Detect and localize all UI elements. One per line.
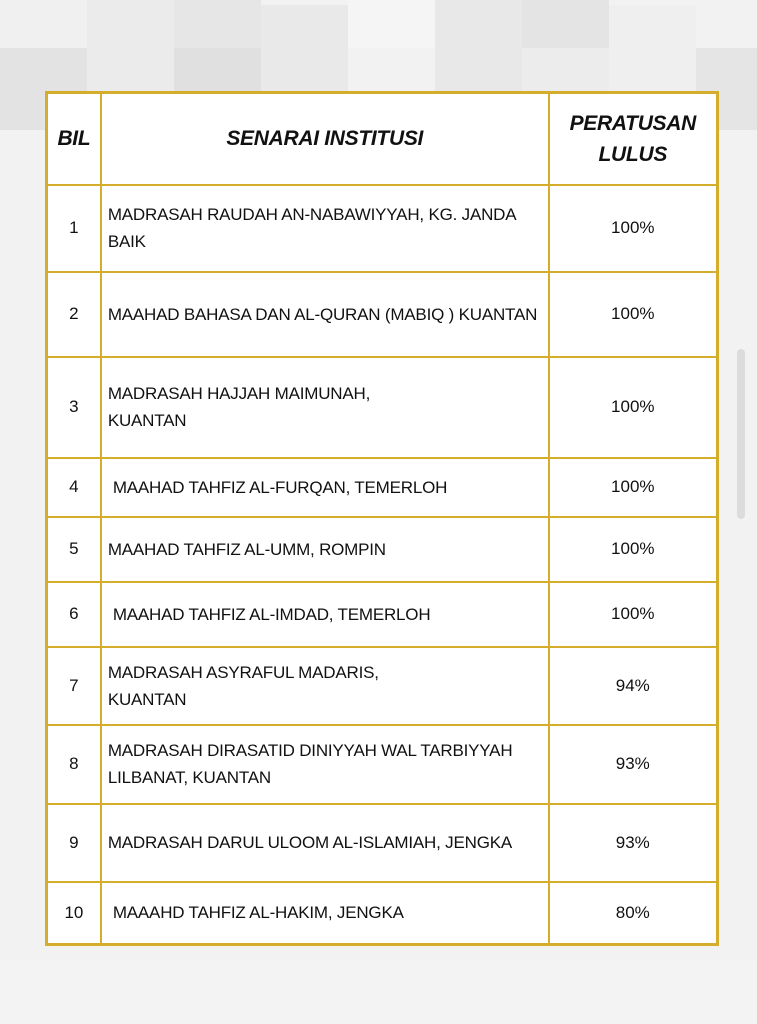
institution-name: MAAAHD TAHFIZ AL-HAKIM, JENGKA xyxy=(101,882,549,945)
pass-rate: 80% xyxy=(549,882,718,945)
header-pass-rate: PERATUSAN LULUS xyxy=(549,93,718,185)
pass-rate: 100% xyxy=(549,517,718,582)
pass-rate: 93% xyxy=(549,804,718,882)
pass-rate: 93% xyxy=(549,725,718,804)
header-bil: BIL xyxy=(47,93,101,185)
row-number: 5 xyxy=(47,517,101,582)
table-row xyxy=(47,647,718,725)
row-number: 1 xyxy=(47,185,101,272)
row-number: 10 xyxy=(47,882,101,945)
institution-name: MAAHAD TAHFIZ AL-FURQAN, TEMERLOH xyxy=(101,458,549,517)
pass-rate: 100% xyxy=(549,582,718,647)
table-row xyxy=(47,882,718,945)
institution-name: MADRASAH DARUL ULOOM AL-ISLAMIAH, JENGKA xyxy=(101,804,549,882)
vertical-scrollbar[interactable] xyxy=(737,349,745,519)
table-row xyxy=(47,458,718,517)
institution-name: MADRASAH HAJJAH MAIMUNAH, KUANTAN xyxy=(101,357,549,458)
row-number: 9 xyxy=(47,804,101,882)
row-number: 6 xyxy=(47,582,101,647)
row-number: 7 xyxy=(47,647,101,725)
row-number: 8 xyxy=(47,725,101,804)
row-number: 2 xyxy=(47,272,101,357)
institution-name: MADRASAH ASYRAFUL MADARIS, KUANTAN xyxy=(101,647,549,725)
institution-name: MADRASAH DIRASATID DINIYYAH WAL TARBIYYAH LILBANAT, KUANTAN xyxy=(101,725,549,804)
institution-name: MAAHAD TAHFIZ AL-IMDAD, TEMERLOH xyxy=(101,582,549,647)
table-row xyxy=(47,272,718,357)
pass-rate: 100% xyxy=(549,458,718,517)
table-header-row xyxy=(47,93,718,185)
table-row xyxy=(47,725,718,804)
table-row xyxy=(47,185,718,272)
institution-name: MAAHAD BAHASA DAN AL-QURAN (MABIQ ) KUANTAN xyxy=(101,272,549,357)
row-number: 3 xyxy=(47,357,101,458)
results-table xyxy=(45,91,719,946)
pass-rate: 100% xyxy=(549,185,718,272)
pass-rate: 94% xyxy=(549,647,718,725)
table-row xyxy=(47,517,718,582)
table-row xyxy=(47,582,718,647)
pass-rate: 100% xyxy=(549,272,718,357)
institution-name: MADRASAH RAUDAH AN-NABAWIYYAH, KG. JANDA BAIK xyxy=(101,185,549,272)
table-row xyxy=(47,804,718,882)
table-row xyxy=(47,357,718,458)
institution-name: MAAHAD TAHFIZ AL-UMM, ROMPIN xyxy=(101,517,549,582)
header-institution: SENARAI INSTITUSI xyxy=(101,93,549,185)
pass-rate: 100% xyxy=(549,357,718,458)
row-number: 4 xyxy=(47,458,101,517)
